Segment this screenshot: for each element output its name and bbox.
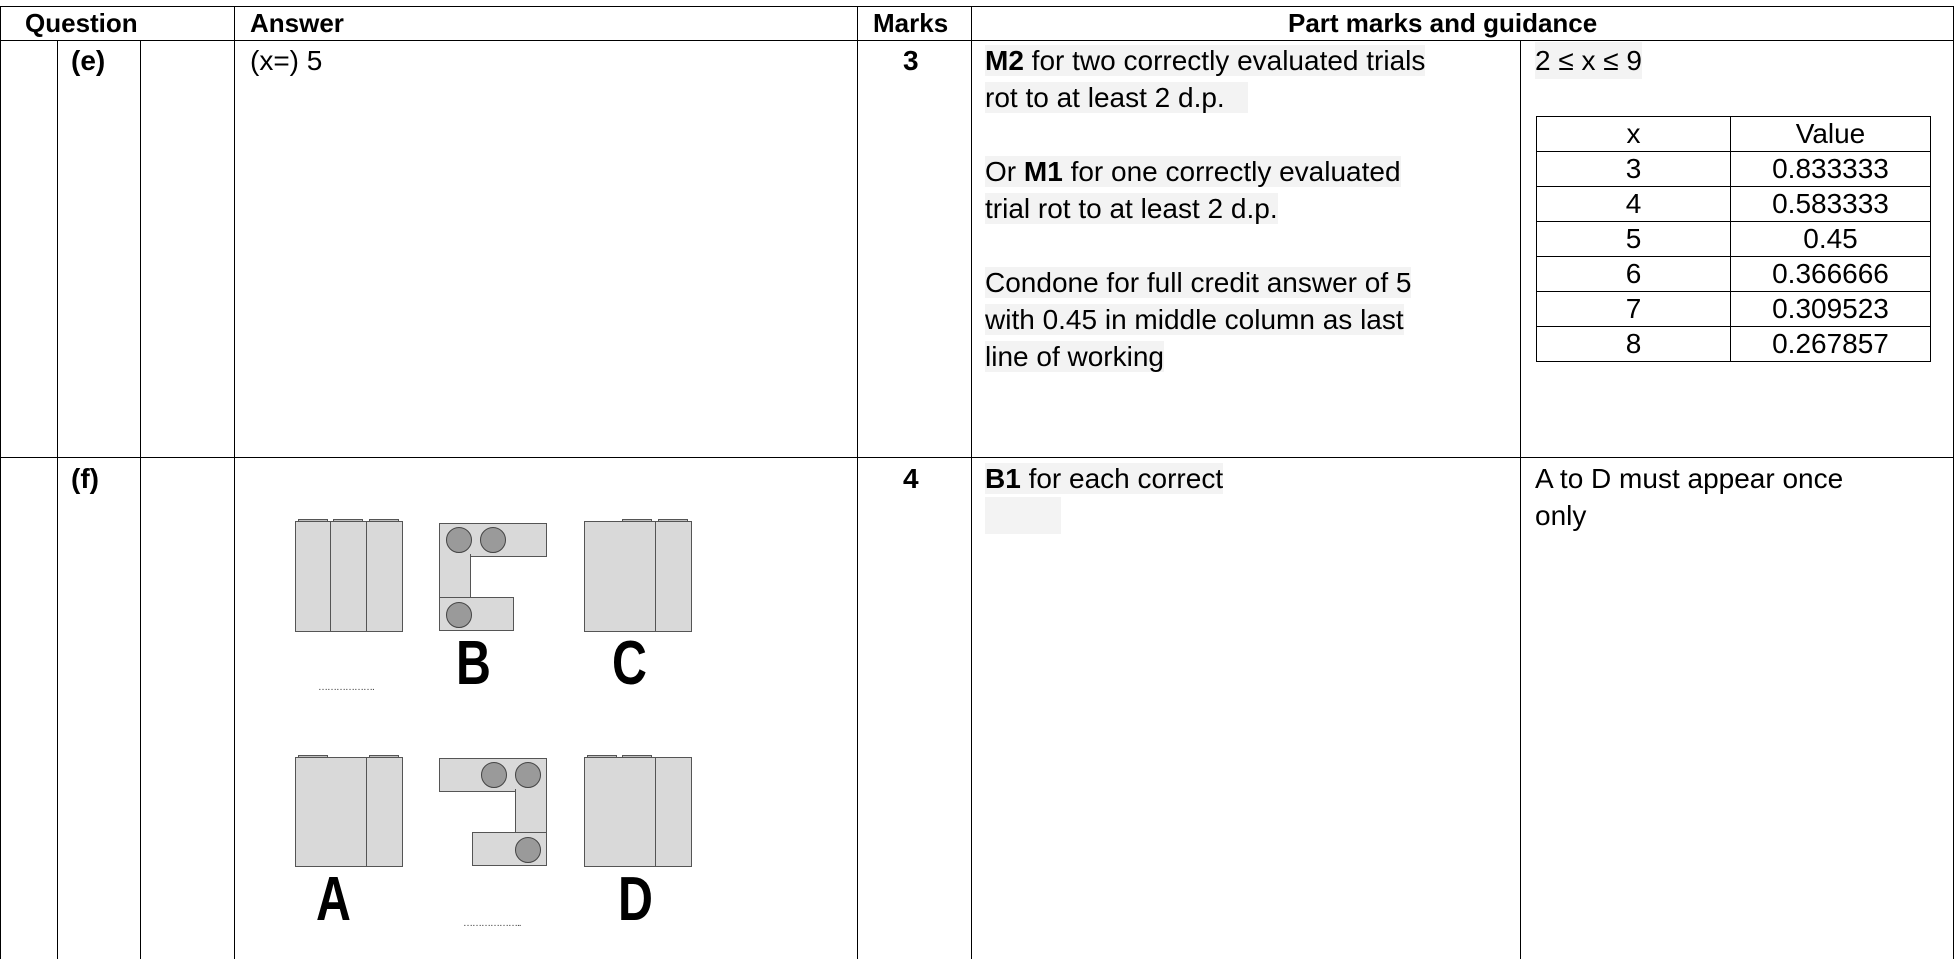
guidance-subcol-border xyxy=(1520,40,1521,959)
table-cell-x: 8 xyxy=(1537,327,1731,362)
label-a: A xyxy=(316,865,351,934)
header-answer: Answer xyxy=(250,8,344,38)
guidance-m2-line1: M2 for two correctly evaluated trials xyxy=(985,45,1426,76)
header-question: Question xyxy=(25,8,138,38)
part-e-label: (e) xyxy=(71,45,106,76)
view-b-stem xyxy=(439,554,471,599)
shape-divider xyxy=(366,521,367,631)
peg-circle xyxy=(446,602,472,628)
table-cell-value: 0.366666 xyxy=(1731,257,1931,292)
part-f-marks: 4 xyxy=(903,463,919,494)
table-cell-value: 0.267857 xyxy=(1731,327,1931,362)
peg-circle xyxy=(446,527,472,553)
table-cell-x: 6 xyxy=(1537,257,1731,292)
label-c: C xyxy=(612,629,647,698)
part-f-guidance: B1 for each correct xyxy=(985,460,1223,543)
guidance-m1-line2: trial rot to at least 2 d.p. xyxy=(985,193,1278,224)
shape-divider xyxy=(655,757,656,866)
peg-circle xyxy=(481,762,507,788)
table-cell-x: 3 xyxy=(1537,152,1731,187)
guidance-m2-line2: rot to at least 2 d.p. xyxy=(985,82,1248,113)
shape-divider xyxy=(655,521,656,631)
header-guidance: Part marks and guidance xyxy=(1288,8,1598,38)
guidance-condone-line1: Condone for full credit answer of 5 xyxy=(985,267,1412,298)
part-e-marks: 3 xyxy=(903,45,919,76)
part-e-guidance xyxy=(985,42,1495,412)
table-cell-x: 4 xyxy=(1537,187,1731,222)
answer-col-border xyxy=(234,6,235,959)
part-f-note: A to D must appear once only xyxy=(1535,463,1844,531)
table-cell-value: 0.45 xyxy=(1731,222,1931,257)
peg-circle xyxy=(480,527,506,553)
trial-values-table xyxy=(1536,116,1931,362)
table-row xyxy=(1537,187,1931,222)
table-row xyxy=(1537,327,1931,362)
view-d xyxy=(584,757,692,867)
table-header-x: x xyxy=(1537,117,1731,152)
answer-blank-1: ………………. xyxy=(318,682,374,693)
question-subcol-1 xyxy=(57,40,58,959)
header-bottom-border xyxy=(0,40,1954,41)
view-a xyxy=(295,757,403,867)
peg-circle xyxy=(515,762,541,788)
guidance-col-border xyxy=(971,6,972,959)
part-e-answer: (x=) 5 xyxy=(250,45,323,76)
table-row xyxy=(1537,292,1931,327)
left-border xyxy=(0,6,1,959)
row-divider xyxy=(0,457,1954,458)
label-d: D xyxy=(618,865,653,934)
part-e-range: 2 ≤ x ≤ 9 xyxy=(1535,42,1642,79)
table-header-value: Value xyxy=(1731,117,1931,152)
table-cell-value: 0.583333 xyxy=(1731,187,1931,222)
table-cell-value: 0.309523 xyxy=(1731,292,1931,327)
marks-col-border xyxy=(857,6,858,959)
table-row xyxy=(1537,152,1931,187)
label-b: B xyxy=(456,629,491,698)
table-header-row xyxy=(1537,117,1931,152)
part-f-label: (f) xyxy=(71,463,99,494)
table-cell-x: 5 xyxy=(1537,222,1731,257)
guidance-m1-line1: Or M1 for one correctly evaluated xyxy=(985,156,1401,187)
guidance-condone-line2: with 0.45 in middle column as last xyxy=(985,304,1404,335)
table-top-border xyxy=(0,6,1954,7)
view-2-stem xyxy=(515,789,547,834)
table-cell-value: 0.833333 xyxy=(1731,152,1931,187)
table-row xyxy=(1537,257,1931,292)
view-c xyxy=(584,521,692,632)
answer-blank-2: ……………….. xyxy=(463,918,521,929)
question-subcol-2 xyxy=(140,40,141,959)
guidance-condone-line3: line of working xyxy=(985,341,1164,372)
view-shape-1 xyxy=(295,521,403,632)
table-cell-x: 7 xyxy=(1537,292,1731,327)
shape-divider xyxy=(366,757,367,866)
table-row xyxy=(1537,222,1931,257)
peg-circle xyxy=(515,837,541,863)
header-marks: Marks xyxy=(873,8,949,38)
shape-divider xyxy=(330,521,331,631)
